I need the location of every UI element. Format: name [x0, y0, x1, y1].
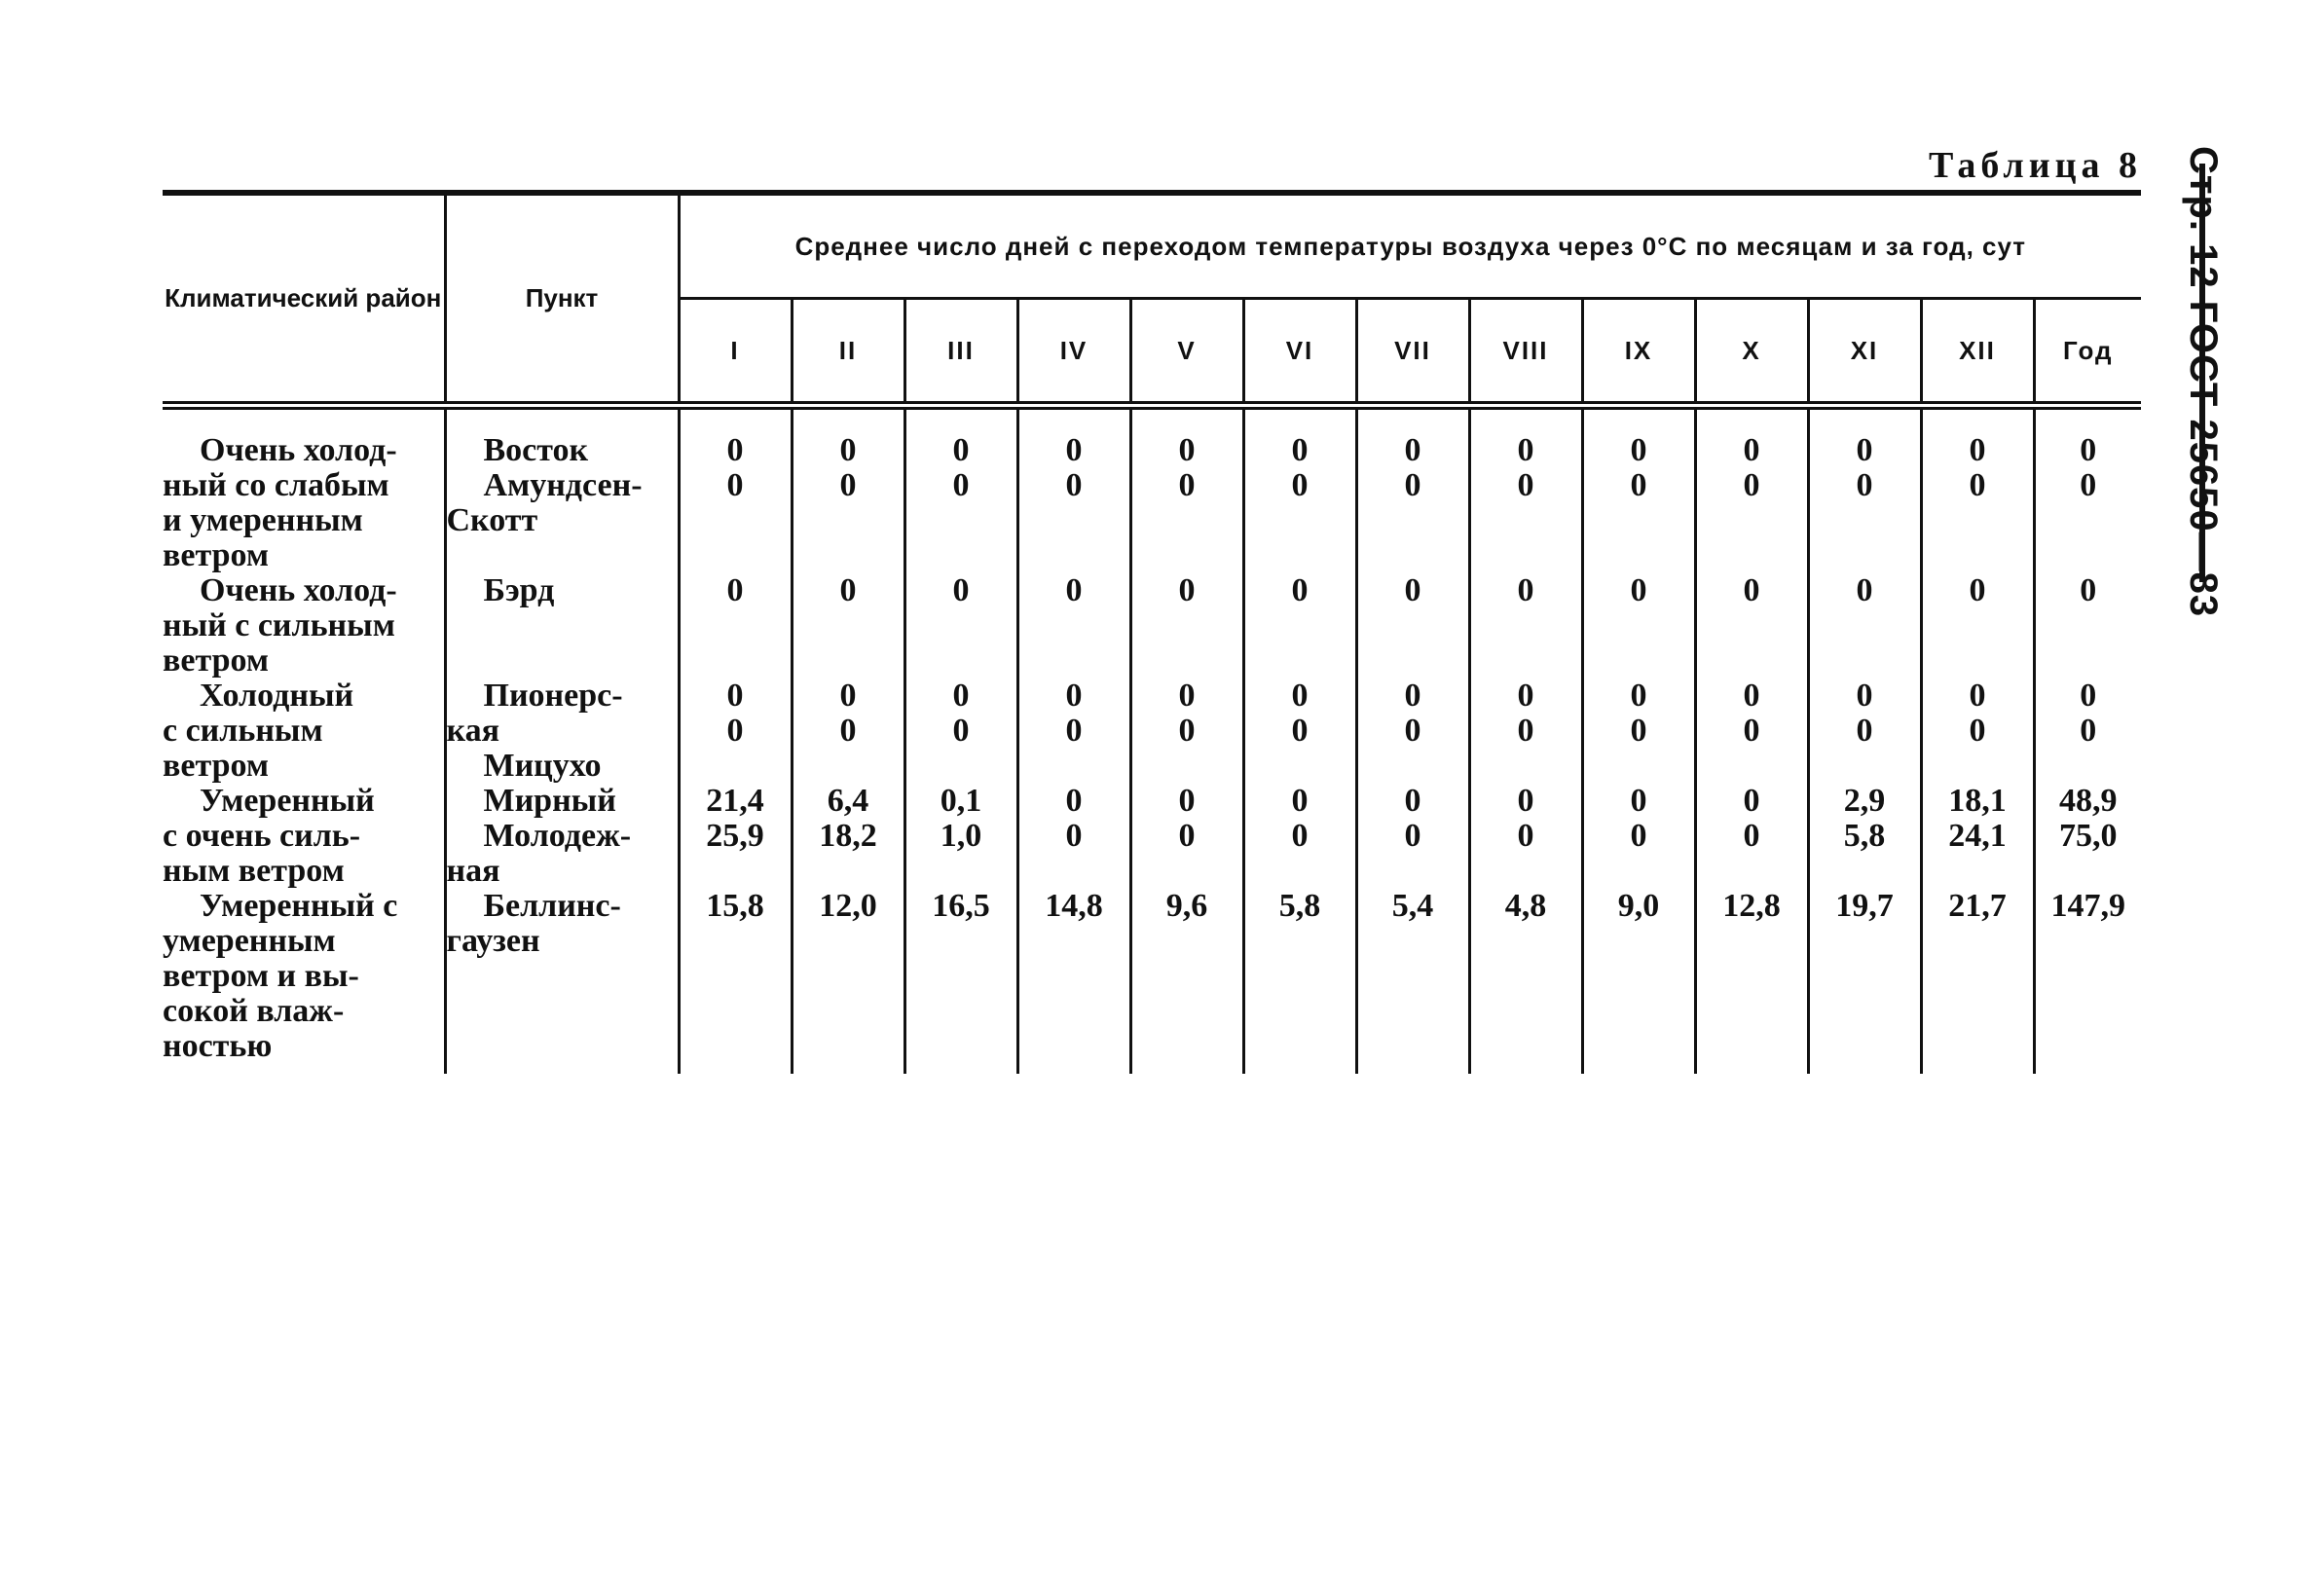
month-header: IV — [1017, 299, 1130, 406]
value-cell — [1808, 784, 1921, 889]
value-cell — [1582, 573, 1695, 679]
value: 0 — [1743, 432, 1760, 468]
value-cell — [1695, 889, 1808, 1074]
value: 0 — [1969, 432, 1986, 468]
value: 0 — [1178, 432, 1196, 468]
data-table-wrapper — [163, 190, 2141, 1074]
value-cell — [1695, 406, 1808, 574]
value-cell — [1582, 406, 1695, 574]
value-cell — [1356, 406, 1469, 574]
region-line: Очень холод- — [200, 432, 397, 468]
region-line: ветром — [163, 642, 269, 679]
value-cell — [1130, 679, 1243, 784]
value: 25,9 — [706, 818, 764, 854]
value: 0 — [1517, 713, 1534, 749]
value: 9,6 — [1165, 888, 1208, 924]
value: 0 — [1404, 572, 1421, 608]
month-header: VI — [1243, 299, 1356, 406]
table-row — [163, 679, 2141, 784]
value: 0 — [839, 713, 857, 749]
value-cell — [1695, 679, 1808, 784]
value-cell — [2034, 784, 2141, 889]
value-cell — [1921, 406, 2034, 574]
value: 0 — [1630, 467, 1647, 503]
value: 21,7 — [1948, 888, 2007, 924]
region-cell — [163, 406, 445, 574]
station-cell — [445, 889, 679, 1074]
value: 0 — [1630, 818, 1647, 854]
value: 0 — [1404, 713, 1421, 749]
value: 0 — [1404, 467, 1421, 503]
value: 0 — [2080, 432, 2097, 468]
value: 0 — [1969, 467, 1986, 503]
value: 0 — [726, 678, 744, 714]
value-cell — [1921, 889, 2034, 1074]
value-cell — [679, 573, 792, 679]
value: 6,4 — [827, 783, 869, 819]
value: 147,9 — [2050, 888, 2126, 924]
station-name-line: кая — [446, 713, 499, 749]
value: 0 — [1178, 713, 1196, 749]
table-row — [163, 406, 2141, 574]
value-cell — [1243, 889, 1356, 1074]
month-header: XI — [1808, 299, 1921, 406]
value: 14,8 — [1045, 888, 1103, 924]
value-cell — [679, 784, 792, 889]
value-cell — [1921, 679, 2034, 784]
region-header: Климатический район — [163, 196, 445, 406]
value-cell — [792, 406, 904, 574]
value-cell — [1130, 406, 1243, 574]
region-line: и умеренным — [163, 502, 363, 538]
value: 0 — [1291, 678, 1309, 714]
value: 48,9 — [2059, 783, 2118, 819]
station-cell — [445, 406, 679, 574]
value-cell — [1582, 889, 1695, 1074]
value: 0 — [1065, 572, 1083, 608]
value: 0 — [1404, 678, 1421, 714]
region-cell — [163, 573, 445, 679]
value-cell — [2034, 679, 2141, 784]
value: 0 — [839, 432, 857, 468]
value: 0 — [2080, 467, 2097, 503]
value: 0 — [1404, 432, 1421, 468]
value: 0 — [1065, 818, 1083, 854]
value: 0 — [726, 572, 744, 608]
value: 12,0 — [819, 888, 877, 924]
value: 0 — [2080, 572, 2097, 608]
value: 21,4 — [706, 783, 764, 819]
value: 0 — [1404, 818, 1421, 854]
value: 0 — [839, 678, 857, 714]
value: 15,8 — [706, 888, 764, 924]
table-label: Таблица 8 — [1928, 145, 2142, 186]
value: 0 — [1517, 783, 1534, 819]
value-cell — [1695, 573, 1808, 679]
value: 0 — [1291, 467, 1309, 503]
region-line: сокой влаж- — [163, 993, 345, 1029]
value: 0 — [2080, 678, 2097, 714]
month-header: III — [904, 299, 1017, 406]
value-cell — [1356, 573, 1469, 679]
value: 0,1 — [940, 783, 982, 819]
data-table — [163, 196, 2141, 1074]
value: 0 — [1856, 713, 1873, 749]
value: 0 — [1291, 572, 1309, 608]
month-header: Год — [2034, 299, 2141, 406]
value-cell — [1130, 784, 1243, 889]
value: 4,8 — [1504, 888, 1547, 924]
value-cell — [1356, 679, 1469, 784]
value-cell — [1469, 573, 1582, 679]
value-cell — [2034, 889, 2141, 1074]
value: 0 — [1856, 432, 1873, 468]
station-name-line: Бэрд — [483, 572, 555, 608]
value-cell — [1017, 573, 1130, 679]
value-cell — [904, 406, 1017, 574]
value: 0 — [952, 713, 970, 749]
value-cell — [1017, 784, 1130, 889]
value: 0 — [1065, 432, 1083, 468]
value: 0 — [1291, 783, 1309, 819]
value: 0 — [952, 678, 970, 714]
region-line: ветром — [163, 537, 269, 573]
value-cell — [1469, 889, 1582, 1074]
table-row — [163, 784, 2141, 889]
value-cell — [1921, 573, 2034, 679]
station-name-line: ная — [446, 853, 500, 889]
value: 0 — [1065, 783, 1083, 819]
value: 24,1 — [1948, 818, 2007, 854]
value: 18,2 — [819, 818, 877, 854]
value-cell — [1130, 889, 1243, 1074]
value-cell — [792, 573, 904, 679]
value: 0 — [1630, 783, 1647, 819]
value: 0 — [1178, 818, 1196, 854]
value: 12,8 — [1722, 888, 1781, 924]
value-cell — [1808, 679, 1921, 784]
value: 0 — [1517, 572, 1534, 608]
region-cell — [163, 679, 445, 784]
value: 16,5 — [932, 888, 990, 924]
value: 0 — [839, 572, 857, 608]
region-line: с очень силь- — [163, 818, 361, 854]
month-header: I — [679, 299, 792, 406]
month-header: VII — [1356, 299, 1469, 406]
value: 0 — [1969, 678, 1986, 714]
value-cell — [679, 889, 792, 1074]
value: 5,4 — [1391, 888, 1434, 924]
value: 0 — [1743, 713, 1760, 749]
value-cell — [1356, 889, 1469, 1074]
value-cell — [1808, 406, 1921, 574]
region-cell — [163, 784, 445, 889]
value-cell — [792, 784, 904, 889]
value-cell — [1017, 889, 1130, 1074]
value: 0 — [1969, 713, 1986, 749]
table-header — [163, 196, 2141, 406]
table-row — [163, 573, 2141, 679]
value-cell — [679, 679, 792, 784]
value-cell — [1695, 784, 1808, 889]
value: 0 — [1630, 572, 1647, 608]
value: 0 — [1291, 713, 1309, 749]
region-line: Умеренный с — [200, 888, 398, 924]
region-cell — [163, 889, 445, 1074]
station-cell — [445, 784, 679, 889]
value: 0 — [1743, 783, 1760, 819]
value-cell — [1469, 679, 1582, 784]
value: 0 — [1743, 467, 1760, 503]
station-name-line: Скотт — [446, 502, 538, 538]
value: 0 — [726, 713, 744, 749]
value: 0 — [1065, 713, 1083, 749]
value: 0 — [1630, 713, 1647, 749]
value: 0 — [1517, 818, 1534, 854]
month-header: IX — [1582, 299, 1695, 406]
region-line: ный со слабым — [163, 467, 389, 503]
value: 0 — [1065, 467, 1083, 503]
value-cell — [1469, 406, 1582, 574]
station-name-line: Молодеж- — [483, 818, 632, 854]
value: 0 — [839, 467, 857, 503]
value: 0 — [1743, 572, 1760, 608]
value: 0 — [1856, 572, 1873, 608]
value: 75,0 — [2059, 818, 2118, 854]
month-header: V — [1130, 299, 1243, 406]
station-name-line: Амундсен- — [483, 467, 643, 503]
value-cell — [1243, 406, 1356, 574]
value-cell — [904, 573, 1017, 679]
value: 0 — [1517, 678, 1534, 714]
value-cell — [1582, 784, 1695, 889]
value: 0 — [726, 467, 744, 503]
value: 0 — [1404, 783, 1421, 819]
value: 19,7 — [1835, 888, 1894, 924]
value: 0 — [1856, 467, 1873, 503]
value: 0 — [1743, 678, 1760, 714]
station-header: Пункт — [445, 196, 679, 406]
value-cell — [1243, 679, 1356, 784]
station-name-line: гаузен — [446, 923, 540, 959]
value: 0 — [1969, 572, 1986, 608]
station-cell — [445, 573, 679, 679]
value-cell — [1243, 784, 1356, 889]
value: 0 — [952, 572, 970, 608]
value: 0 — [952, 467, 970, 503]
value-cell — [1582, 679, 1695, 784]
value: 18,1 — [1948, 783, 2007, 819]
value-cell — [2034, 573, 2141, 679]
table-row — [163, 889, 2141, 1074]
value: 0 — [1856, 678, 1873, 714]
value-cell — [792, 889, 904, 1074]
value-cell — [1243, 573, 1356, 679]
value: 0 — [726, 432, 744, 468]
span-header: Среднее число дней с переходом температуры воздуха через 0°С по месяцам и за год, сут — [679, 196, 2141, 299]
station-cell — [445, 679, 679, 784]
month-header: II — [792, 299, 904, 406]
value-cell — [904, 784, 1017, 889]
region-line: ветром — [163, 748, 269, 784]
value: 0 — [1178, 783, 1196, 819]
value: 1,0 — [940, 818, 982, 854]
value: 0 — [1517, 467, 1534, 503]
region-line: с сильным — [163, 713, 323, 749]
value-cell — [1808, 889, 1921, 1074]
region-line: Очень холод- — [200, 572, 397, 608]
value: 5,8 — [1843, 818, 1886, 854]
value-cell — [2034, 406, 2141, 574]
month-header: XII — [1921, 299, 2034, 406]
value-cell — [1808, 573, 1921, 679]
value: 0 — [952, 432, 970, 468]
station-name-line: Мицухо — [483, 748, 602, 784]
station-name-line: Беллинс- — [483, 888, 621, 924]
side-note — [2166, 146, 2244, 618]
value: 0 — [1291, 432, 1309, 468]
value-cell — [1017, 679, 1130, 784]
station-name-line: Мирный — [483, 783, 616, 819]
value-cell — [1130, 573, 1243, 679]
table-body — [163, 406, 2141, 1075]
value: 9,0 — [1617, 888, 1660, 924]
value: 0 — [2080, 713, 2097, 749]
region-line: Умеренный — [200, 783, 375, 819]
region-line: ный с сильным — [163, 607, 395, 643]
value: 0 — [1065, 678, 1083, 714]
region-line: ветром и вы- — [163, 958, 359, 994]
value: 2,9 — [1843, 783, 1886, 819]
value: 0 — [1630, 678, 1647, 714]
region-line: Холодный — [200, 678, 354, 714]
region-line: ным ветром — [163, 853, 345, 889]
value: 0 — [1178, 678, 1196, 714]
value-cell — [904, 679, 1017, 784]
value: 0 — [1630, 432, 1647, 468]
month-header: X — [1695, 299, 1808, 406]
region-line: умеренным — [163, 923, 336, 959]
station-name-line: Пионерс- — [483, 678, 623, 714]
station-name-line: Восток — [483, 432, 589, 468]
value: 0 — [1517, 432, 1534, 468]
value-cell — [679, 406, 792, 574]
value: 0 — [1178, 572, 1196, 608]
value: 0 — [1743, 818, 1760, 854]
value-cell — [1356, 784, 1469, 889]
value-cell — [1017, 406, 1130, 574]
value: 0 — [1291, 818, 1309, 854]
value-cell — [1469, 784, 1582, 889]
value: 0 — [1178, 467, 1196, 503]
value-cell — [1921, 784, 2034, 889]
value: 5,8 — [1278, 888, 1321, 924]
value-cell — [904, 889, 1017, 1074]
month-header: VIII — [1469, 299, 1582, 406]
value-cell — [792, 679, 904, 784]
region-line: ностью — [163, 1028, 273, 1064]
side-note-text: Стр. 12 ГОСТ 25650—83 — [2182, 146, 2225, 618]
